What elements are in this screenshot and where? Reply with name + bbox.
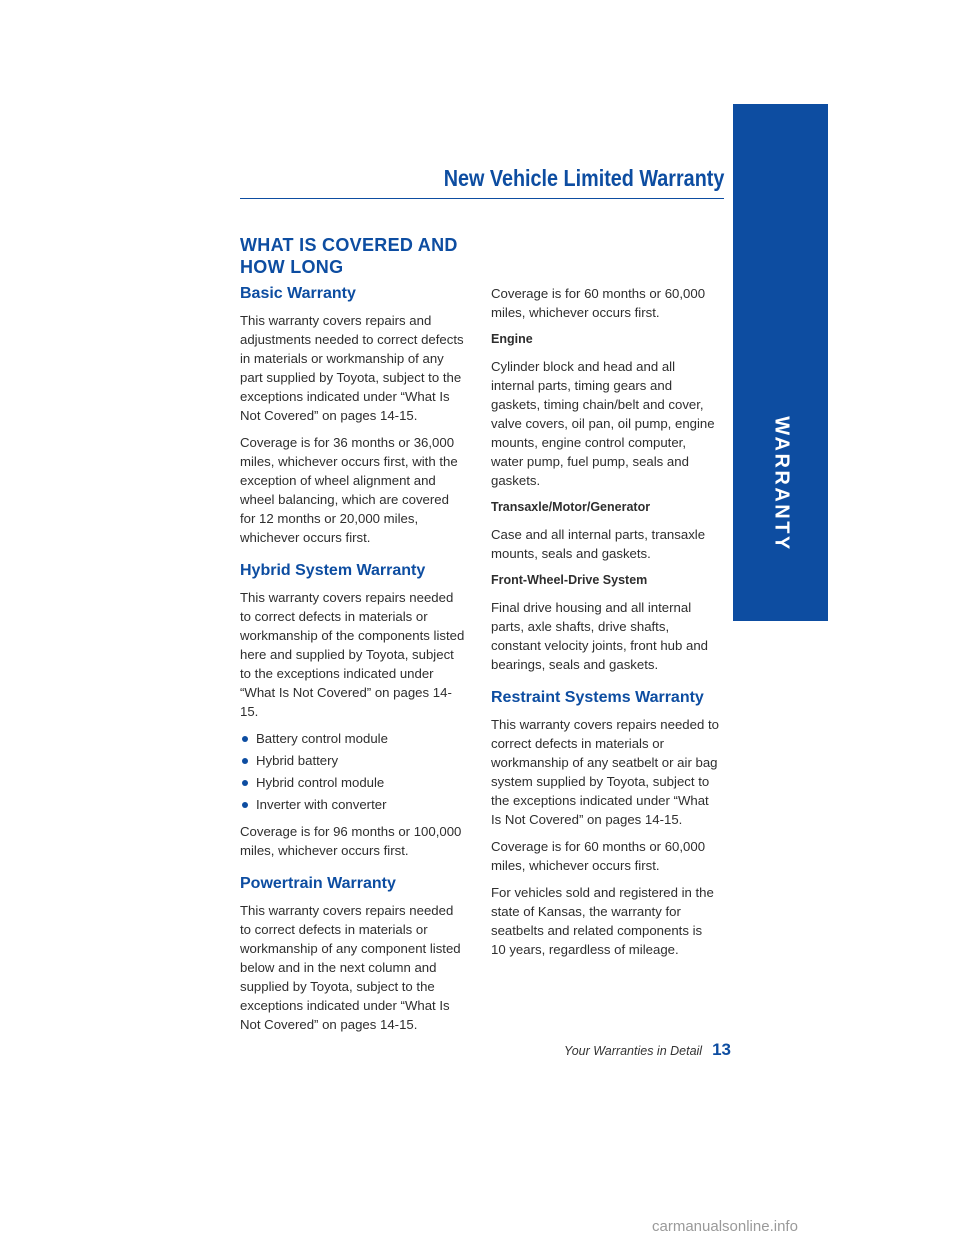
list-item: Battery control module <box>240 729 466 748</box>
restraint-warranty-description: This warranty covers repairs needed to correct defects in materials or workmanship of any seatbelt or air bag system supplied by Toyota, subject to the exceptions indicated under “What Is Not Covered” on pages 14-15. <box>491 717 719 827</box>
restraint-warranty-heading: Restraint Systems Warranty <box>491 689 704 706</box>
powertrain-warranty-description: This warranty covers repairs needed to correct defects in materials or workmanship of any component listed below and in the next column and supplied by Toyota, subject to the exceptions indicated under “What Is Not Covered” on pages 14-15. <box>240 903 461 1032</box>
fwd-label: Front-Wheel-Drive System <box>491 573 648 587</box>
basic-warranty-heading: Basic Warranty <box>240 285 356 302</box>
footer-section-title: Your Warranties in Detail <box>564 1044 703 1058</box>
powertrain-coverage: Coverage is for 60 months or 60,000 miles, whichever occurs first. <box>491 286 706 320</box>
hybrid-warranty-coverage: Coverage is for 96 months or 100,000 miles, whichever occurs first. <box>240 824 462 858</box>
page-number: 13 <box>712 1040 731 1059</box>
bullet-icon <box>242 736 248 742</box>
kansas-seatbelt-note: For vehicles sold and registered in the state of Kansas, the warranty for seatbelts and related components is 10 years, regardless of mileage. <box>491 885 714 957</box>
main-heading-line2: HOW LONG <box>240 257 344 277</box>
list-item: Inverter with converter <box>240 795 466 814</box>
section-tab <box>733 104 828 621</box>
restraint-warranty-coverage: Coverage is for 60 months or 60,000 miles, whichever occurs first. <box>491 839 706 873</box>
title-divider <box>240 198 724 199</box>
left-column <box>240 234 466 1042</box>
page-title: New Vehicle Limited Warranty <box>443 165 724 191</box>
basic-warranty-coverage: Coverage is for 36 months or 36,000 miles, whichever occurs first, with the exception of wheel alignment and wheel balancing, which are covered for 12 months or 20,000 miles, whichever occurs first. <box>240 435 458 545</box>
hybrid-warranty-heading: Hybrid System Warranty <box>240 562 426 579</box>
watermark: carmanualsonline.info <box>652 1218 798 1235</box>
engine-parts: Cylinder block and head and all internal parts, timing gears and gaskets, timing chain/belt and cover, valve covers, oil pan, oil pump, engine mounts, engine control computer, water pump, fuel pump, seals and gaskets. <box>491 359 715 488</box>
engine-label: Engine <box>491 332 533 346</box>
list-item: Hybrid control module <box>240 773 466 792</box>
bullet-icon <box>242 758 248 764</box>
hybrid-warranty-description: This warranty covers repairs needed to correct defects in materials or workmanship of the components listed here and supplied by Toyota, subject to the exceptions indicated under “What Is Not Covered” on pages 14-15. <box>240 590 465 719</box>
section-tab-label: WARRANTY <box>770 416 792 552</box>
fwd-parts: Final drive housing and all internal parts, axle shafts, drive shafts, constant velocity joints, front hub and bearings, seals and gaskets. <box>491 600 708 672</box>
bullet-icon <box>242 802 248 808</box>
bullet-icon <box>242 780 248 786</box>
page-footer <box>564 1040 731 1060</box>
main-heading-line1: WHAT IS COVERED AND <box>240 235 458 255</box>
transaxle-label: Transaxle/Motor/Generator <box>491 500 651 514</box>
right-column <box>491 284 719 967</box>
transaxle-parts: Case and all internal parts, transaxle mounts, seals and gaskets. <box>491 527 706 561</box>
hybrid-components-list <box>240 729 466 814</box>
list-item: Hybrid battery <box>240 751 466 770</box>
basic-warranty-description: This warranty covers repairs and adjustments needed to correct defects in materials or workmanship of any part supplied by Toyota, subject to the exceptions indicated under “What Is Not Covered” on pages 14-15. <box>240 313 464 423</box>
powertrain-warranty-heading: Powertrain Warranty <box>240 875 396 892</box>
main-heading <box>240 234 466 278</box>
